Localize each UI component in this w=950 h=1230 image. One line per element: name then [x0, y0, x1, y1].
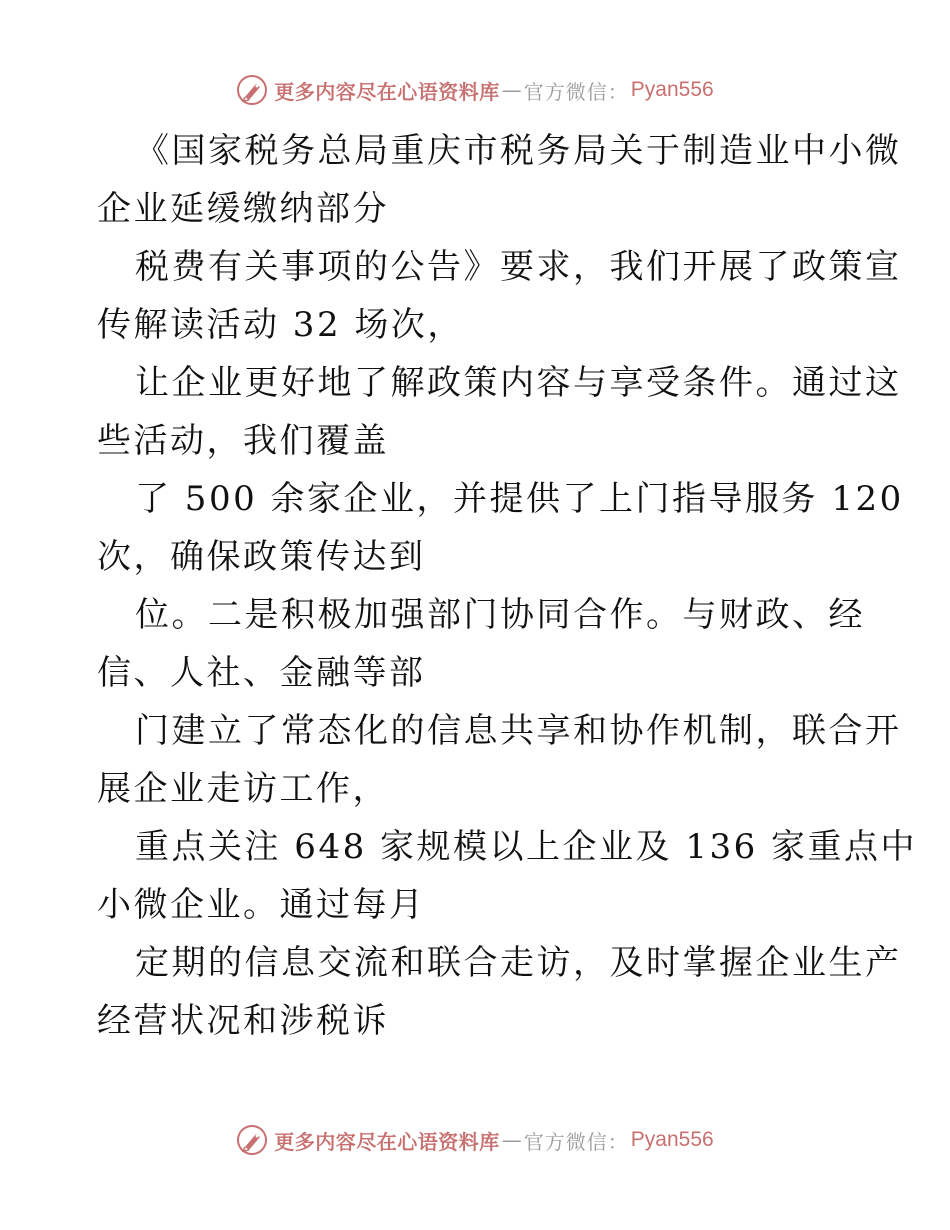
- body-line: 了 500 余家企业，并提供了上门指导服务 120: [135, 479, 904, 519]
- header-banner: [0, 70, 950, 110]
- body-line: 传解读活动 32 场次，: [97, 305, 464, 345]
- body-line: 次，确保政策传达到: [97, 537, 426, 577]
- body-line: 定期的信息交流和联合走访，及时掌握企业生产: [135, 943, 902, 983]
- banner-site-text: 更多内容尽在心语资料库: [274, 1129, 500, 1154]
- banner-dash: —: [501, 78, 522, 102]
- banner-wechat-id: Pyan556: [630, 1128, 714, 1151]
- body-line: 位。二是积极加强部门协同合作。与财政、经: [135, 595, 865, 635]
- banner-dash: —: [501, 1128, 522, 1152]
- banner-wechat-id: Pyan556: [630, 78, 714, 101]
- body-line: 展企业走访工作，: [97, 769, 389, 809]
- body-line: 小微企业。通过每月: [97, 885, 426, 925]
- body-line: 《国家税务总局重庆市税务局关于制造业中小微: [135, 131, 902, 171]
- pen-nib-logo-icon: [236, 1124, 268, 1156]
- banner-wechat-label: 官方微信：: [523, 79, 629, 104]
- body-line: 税费有关事项的公告》要求，我们开展了政策宣: [135, 247, 902, 287]
- body-line: 经营状况和涉税诉: [97, 1001, 389, 1041]
- body-text: [97, 122, 918, 1050]
- body-line: 门建立了常态化的信息共享和协作机制，联合开: [135, 711, 902, 751]
- banner-wechat-label: 官方微信：: [523, 1129, 629, 1154]
- banner-site-text: 更多内容尽在心语资料库: [274, 79, 500, 104]
- body-line: 让企业更好地了解政策内容与享受条件。通过这: [135, 363, 902, 403]
- body-line: 信、人社、金融等部: [97, 653, 426, 693]
- body-line: 些活动，我们覆盖: [97, 421, 389, 461]
- pen-nib-logo-icon: [236, 74, 268, 106]
- body-line: 重点关注 648 家规模以上企业及 136 家重点中: [135, 827, 918, 867]
- body-line: 企业延缓缴纳部分: [97, 189, 389, 229]
- footer-banner: [0, 1120, 950, 1160]
